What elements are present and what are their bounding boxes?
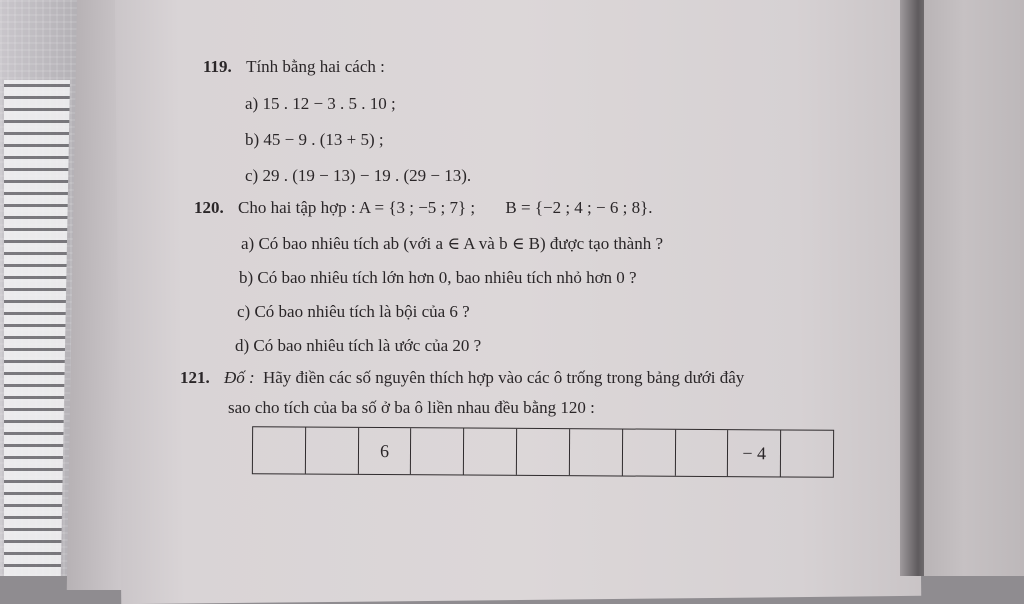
problem-120-heading bbox=[194, 198, 653, 218]
problem-prompt: Tính bằng hai cách : bbox=[246, 57, 385, 76]
table-cell bbox=[623, 429, 676, 475]
problem-119-item-a: a) 15 . 12 − 3 . 5 . 10 ; bbox=[245, 94, 396, 113]
problem-prompt: Cho hai tập hợp : A = {3 ; −5 ; 7} ; bbox=[238, 198, 476, 217]
problem-number: 119. bbox=[203, 57, 232, 76]
table-cell bbox=[570, 429, 623, 475]
table-cell bbox=[306, 428, 359, 474]
table-cell bbox=[675, 430, 728, 476]
problem-120-item-b: b) Có bao nhiêu tích lớn hơn 0, bao nhiêu tích nhỏ hơn 0 ? bbox=[239, 268, 637, 287]
table-cell bbox=[464, 429, 517, 475]
set-b: B = {−2 ; 4 ; − 6 ; 8}. bbox=[505, 198, 653, 217]
number-table bbox=[252, 426, 834, 478]
problem-number: 121. bbox=[180, 368, 210, 387]
problem-119-item-b: b) 45 − 9 . (13 + 5) ; bbox=[245, 130, 384, 149]
problem-text: Hãy điền các số nguyên thích hợp vào các ô trống trong bảng dưới đây bbox=[262, 368, 745, 387]
problem-119-item-c: c) 29 . (19 − 13) − 19 . (29 − 13). bbox=[245, 166, 472, 185]
riddle-label: Đố : bbox=[224, 368, 255, 387]
problem-121-heading bbox=[180, 368, 744, 388]
problem-number: 120. bbox=[194, 198, 224, 217]
problem-120-item-c: c) Có bao nhiêu tích là bội của 6 ? bbox=[237, 302, 470, 321]
table-cell bbox=[781, 430, 833, 476]
table-cell: − 4 bbox=[728, 430, 781, 476]
problem-121-text-cont: sao cho tích của ba số ở ba ô liền nhau đều bằng 120 : bbox=[228, 398, 595, 417]
table-cell bbox=[517, 429, 570, 475]
table-cell bbox=[253, 427, 306, 473]
problem-120-item-d: d) Có bao nhiêu tích là ước của 20 ? bbox=[235, 336, 482, 355]
table-cell: 6 bbox=[358, 428, 411, 474]
table-cell bbox=[411, 428, 464, 474]
problem-120-item-a: a) Có bao nhiêu tích ab (với a ∈ A và b ∈ B) được tạo thành ? bbox=[241, 234, 664, 253]
problem-119-heading bbox=[203, 57, 385, 77]
